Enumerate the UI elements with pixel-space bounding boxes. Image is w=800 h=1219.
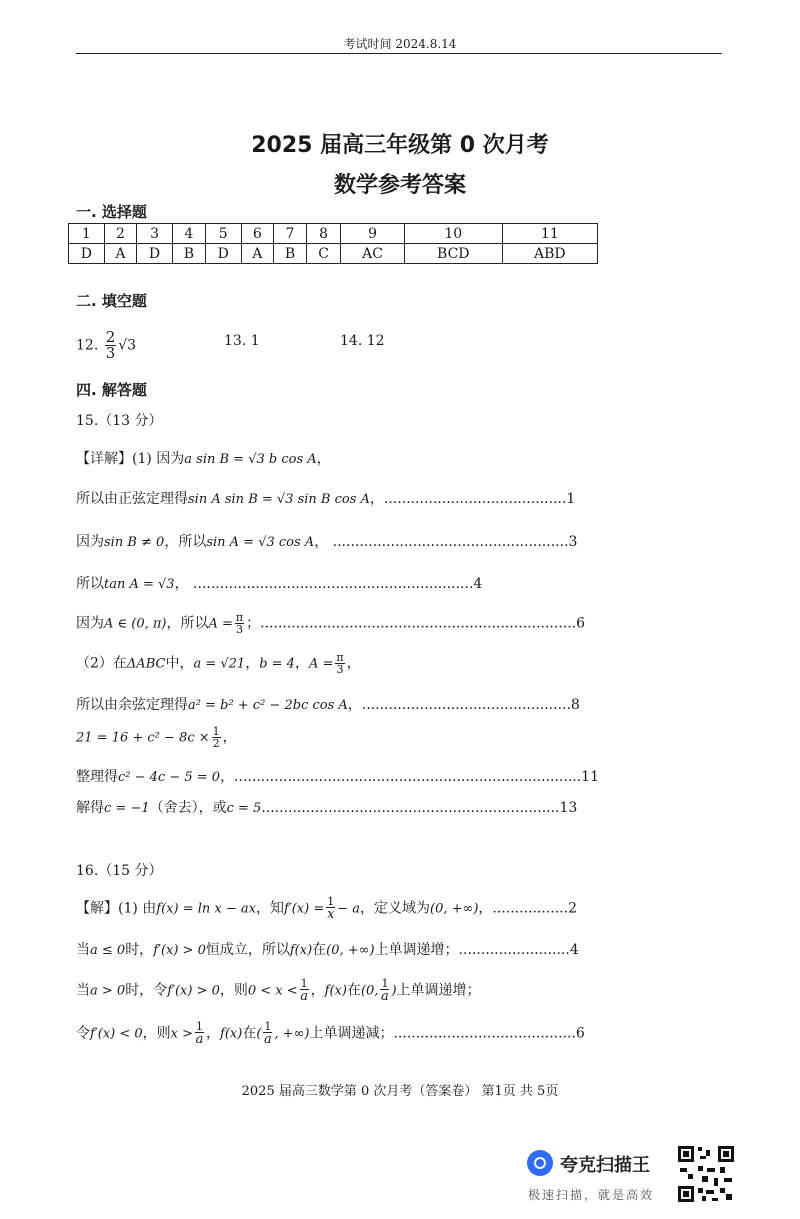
formula: f′(x) > 0 <box>153 943 206 958</box>
text: ，所以 <box>164 534 207 550</box>
q16-heading: 16.（15 分） <box>76 863 163 879</box>
text: 解得 <box>76 800 104 816</box>
q12-den: 3 <box>105 344 116 362</box>
text: ，所以 <box>166 615 209 632</box>
qr-code-icon <box>676 1144 736 1204</box>
formula: a² = b² + c² − 2bc cos A <box>188 698 348 713</box>
text: ， <box>316 451 331 467</box>
numerator: 1 <box>196 1020 204 1033</box>
formula: ( <box>256 1026 262 1042</box>
table-cell: B <box>274 244 307 264</box>
table-cell: 10 <box>404 224 502 244</box>
table-cell: 4 <box>172 224 205 244</box>
text: 中， <box>165 655 194 672</box>
formula: (0, +∞) <box>430 901 479 917</box>
section-solution-heading: 四. 解答题 <box>76 381 147 399</box>
q15-line-4 <box>76 573 482 593</box>
text: 【解】(1) 由 <box>76 900 157 917</box>
scanner-logo-icon <box>527 1150 553 1176</box>
text: 恒成立，所以 <box>205 942 290 958</box>
formula: c² − 4c − 5 = 0 <box>118 770 221 785</box>
text: ，知 <box>255 900 284 917</box>
table-cell: C <box>306 244 340 264</box>
formula: x > <box>170 1026 194 1042</box>
fraction <box>380 978 389 1003</box>
fraction <box>300 978 309 1003</box>
table-cell: 6 <box>241 224 273 244</box>
q14-answer: 14. 12 <box>340 333 385 349</box>
text: ， <box>310 982 325 999</box>
denominator: 3 <box>336 663 344 676</box>
score-mark: ，.........................................1 <box>369 491 576 507</box>
formula: c = −1 <box>104 801 150 816</box>
denominator: a <box>264 1032 272 1047</box>
formula: c = 5 <box>226 801 262 816</box>
q12-root: √3 <box>118 337 137 354</box>
q15-heading: 15.（13 分） <box>76 413 163 429</box>
table-cell: 2 <box>104 224 136 244</box>
text: 当 <box>76 942 90 958</box>
table-cell: A <box>241 244 273 264</box>
formula: sin A = √3 cos A <box>206 535 315 550</box>
q15-line-6 <box>76 652 361 675</box>
page-subtitle: 数学参考答案 <box>333 173 466 198</box>
score-mark: ，..............................................................................11 <box>220 769 599 785</box>
q15-line-3 <box>76 531 577 551</box>
score-mark: ，...............................................8 <box>347 697 580 713</box>
formula: A ∈ (0, π) <box>104 616 167 632</box>
header-rule <box>76 53 722 54</box>
fraction <box>326 896 335 921</box>
q13-answer: 13. 1 <box>224 333 260 349</box>
table-cell: B <box>172 244 205 264</box>
fraction <box>335 652 344 675</box>
formula: f(x) = ln x − ax <box>156 901 256 917</box>
text: 【详解】(1) 因为 <box>76 451 185 467</box>
q15-line-10 <box>76 797 577 817</box>
text: 上单调递增； <box>396 982 481 999</box>
text: 令 <box>76 1025 90 1042</box>
q16-line-3 <box>76 978 481 1003</box>
fraction <box>212 726 221 749</box>
score-mark: ；.......................................................................6 <box>246 615 586 632</box>
text: 当 <box>76 982 90 999</box>
text: ， <box>346 655 361 672</box>
q15-line-1 <box>76 448 331 468</box>
q12-label: 12. <box>76 337 99 354</box>
denominator: a <box>300 989 309 1004</box>
table-cell: 3 <box>137 224 173 244</box>
formula: , +∞) <box>274 1026 310 1042</box>
score-mark: ， ...............................................................4 <box>174 576 483 592</box>
formula: f′(x) = <box>283 901 325 917</box>
q15-line-5 <box>76 612 585 635</box>
fraction <box>263 1021 272 1046</box>
text: ， <box>222 729 237 746</box>
formula: − a <box>337 901 361 917</box>
section-choice-heading: 一. 选择题 <box>76 203 147 221</box>
denominator: 2 <box>212 737 220 750</box>
table-cell: 9 <box>341 224 405 244</box>
q15-line-8 <box>76 726 237 749</box>
page-footer: 2025 届高三数学第 0 次月考（答案卷） 第1页 共 5页 <box>241 1084 559 1099</box>
formula: 21 = 16 + c² − 8c × <box>76 730 210 746</box>
text: ，定义域为 <box>360 900 431 917</box>
table-cell: D <box>69 244 105 264</box>
text: ， <box>206 1025 221 1042</box>
text: 所以由正弦定理得 <box>76 491 188 507</box>
table-cell: AC <box>341 244 405 264</box>
table-cell: 7 <box>274 224 307 244</box>
text: 在 <box>242 1025 257 1042</box>
table-cell: 8 <box>306 224 340 244</box>
score-mark: 上单调递增；.........................4 <box>374 942 579 958</box>
answer-table-answers-row <box>69 244 598 264</box>
denominator: a <box>195 1032 204 1047</box>
numerator: 1 <box>381 977 389 990</box>
text: 因为 <box>76 615 104 632</box>
text: 时， <box>125 942 154 958</box>
fraction <box>195 1021 204 1046</box>
formula: a sin B = √3 b cos A <box>184 452 317 467</box>
q12-num: 2 <box>105 328 116 346</box>
text: 在 <box>312 942 327 958</box>
formula: A = <box>308 656 334 672</box>
table-cell: D <box>137 244 173 264</box>
table-cell: 1 <box>69 224 105 244</box>
answer-table-numbers-row <box>69 224 598 244</box>
answer-table <box>68 223 598 264</box>
formula: f(x) <box>220 1026 243 1042</box>
q15-line-7 <box>76 694 580 714</box>
text: 因为 <box>76 534 104 550</box>
formula: a ≤ 0 <box>90 943 126 958</box>
text: 所以 <box>76 576 104 592</box>
table-cell: D <box>205 244 241 264</box>
text: 在 <box>346 982 361 999</box>
q16-line-4 <box>76 1021 585 1046</box>
formula: tan A = √3 <box>104 577 175 592</box>
text: 整理得 <box>76 769 118 785</box>
denominator: a <box>381 989 389 1004</box>
q16-line-1 <box>76 896 577 921</box>
text: ， <box>245 655 260 672</box>
formula: f(x) <box>324 983 347 999</box>
formula: A = <box>208 616 233 632</box>
formula: f′(x) < 0 <box>90 1026 143 1042</box>
formula: b = 4 <box>259 656 295 672</box>
numerator: 1 <box>300 977 308 990</box>
table-cell: 5 <box>205 224 241 244</box>
score-mark: 上单调递减；.........................................6 <box>309 1025 585 1042</box>
q16-line-2 <box>76 939 579 959</box>
table-cell: 11 <box>502 224 597 244</box>
formula: a > 0 <box>90 983 126 999</box>
watermark-slogan: 极速扫描，就是高效 <box>528 1188 655 1202</box>
denominator: x <box>327 907 335 922</box>
formula: 0 < x < <box>247 983 298 999</box>
q12-answer <box>76 330 136 361</box>
exam-time: 考试时间 2024.8.14 <box>343 37 457 51</box>
formula: ΔABC <box>126 656 166 672</box>
table-cell: ABD <box>502 244 597 264</box>
denominator: 3 <box>236 623 244 636</box>
table-cell: A <box>104 244 136 264</box>
text: 所以由余弦定理得 <box>76 697 188 713</box>
q15-line-9 <box>76 766 599 786</box>
table-cell: BCD <box>404 244 502 264</box>
formula: f′(x) > 0 <box>167 983 220 999</box>
formula: sin B ≠ 0 <box>104 535 165 550</box>
numerator: π <box>235 611 244 624</box>
text: （舍去），或 <box>149 800 227 816</box>
formula: sin A sin B = √3 sin B cos A <box>188 492 370 507</box>
text: ，则 <box>142 1025 171 1042</box>
q12-fraction <box>105 330 117 361</box>
score-mark: ， .....................................................3 <box>314 534 578 550</box>
formula: ) <box>391 983 397 999</box>
formula: a = √21 <box>193 656 246 672</box>
fraction <box>235 612 244 635</box>
numerator: 1 <box>212 725 220 738</box>
text: （2）在 <box>76 655 127 672</box>
formula: f(x) <box>289 943 313 958</box>
section-fill-heading: 二. 填空题 <box>76 292 147 310</box>
numerator: π <box>336 651 344 664</box>
formula: (0, +∞) <box>326 943 375 958</box>
numerator: 1 <box>327 895 335 908</box>
numerator: 1 <box>264 1020 272 1033</box>
score-mark: ...................................................................13 <box>261 800 578 816</box>
text: ，则 <box>219 982 248 999</box>
text: ， <box>294 655 309 672</box>
q15-line-2 <box>76 488 575 508</box>
formula: (0, <box>360 983 379 999</box>
page-title: 2025 届高三年级第 0 次月考 <box>251 133 549 158</box>
score-mark: ，.................2 <box>478 900 577 917</box>
text: 时，令 <box>125 982 168 999</box>
watermark-name: 夸克扫描王 <box>560 1155 650 1176</box>
